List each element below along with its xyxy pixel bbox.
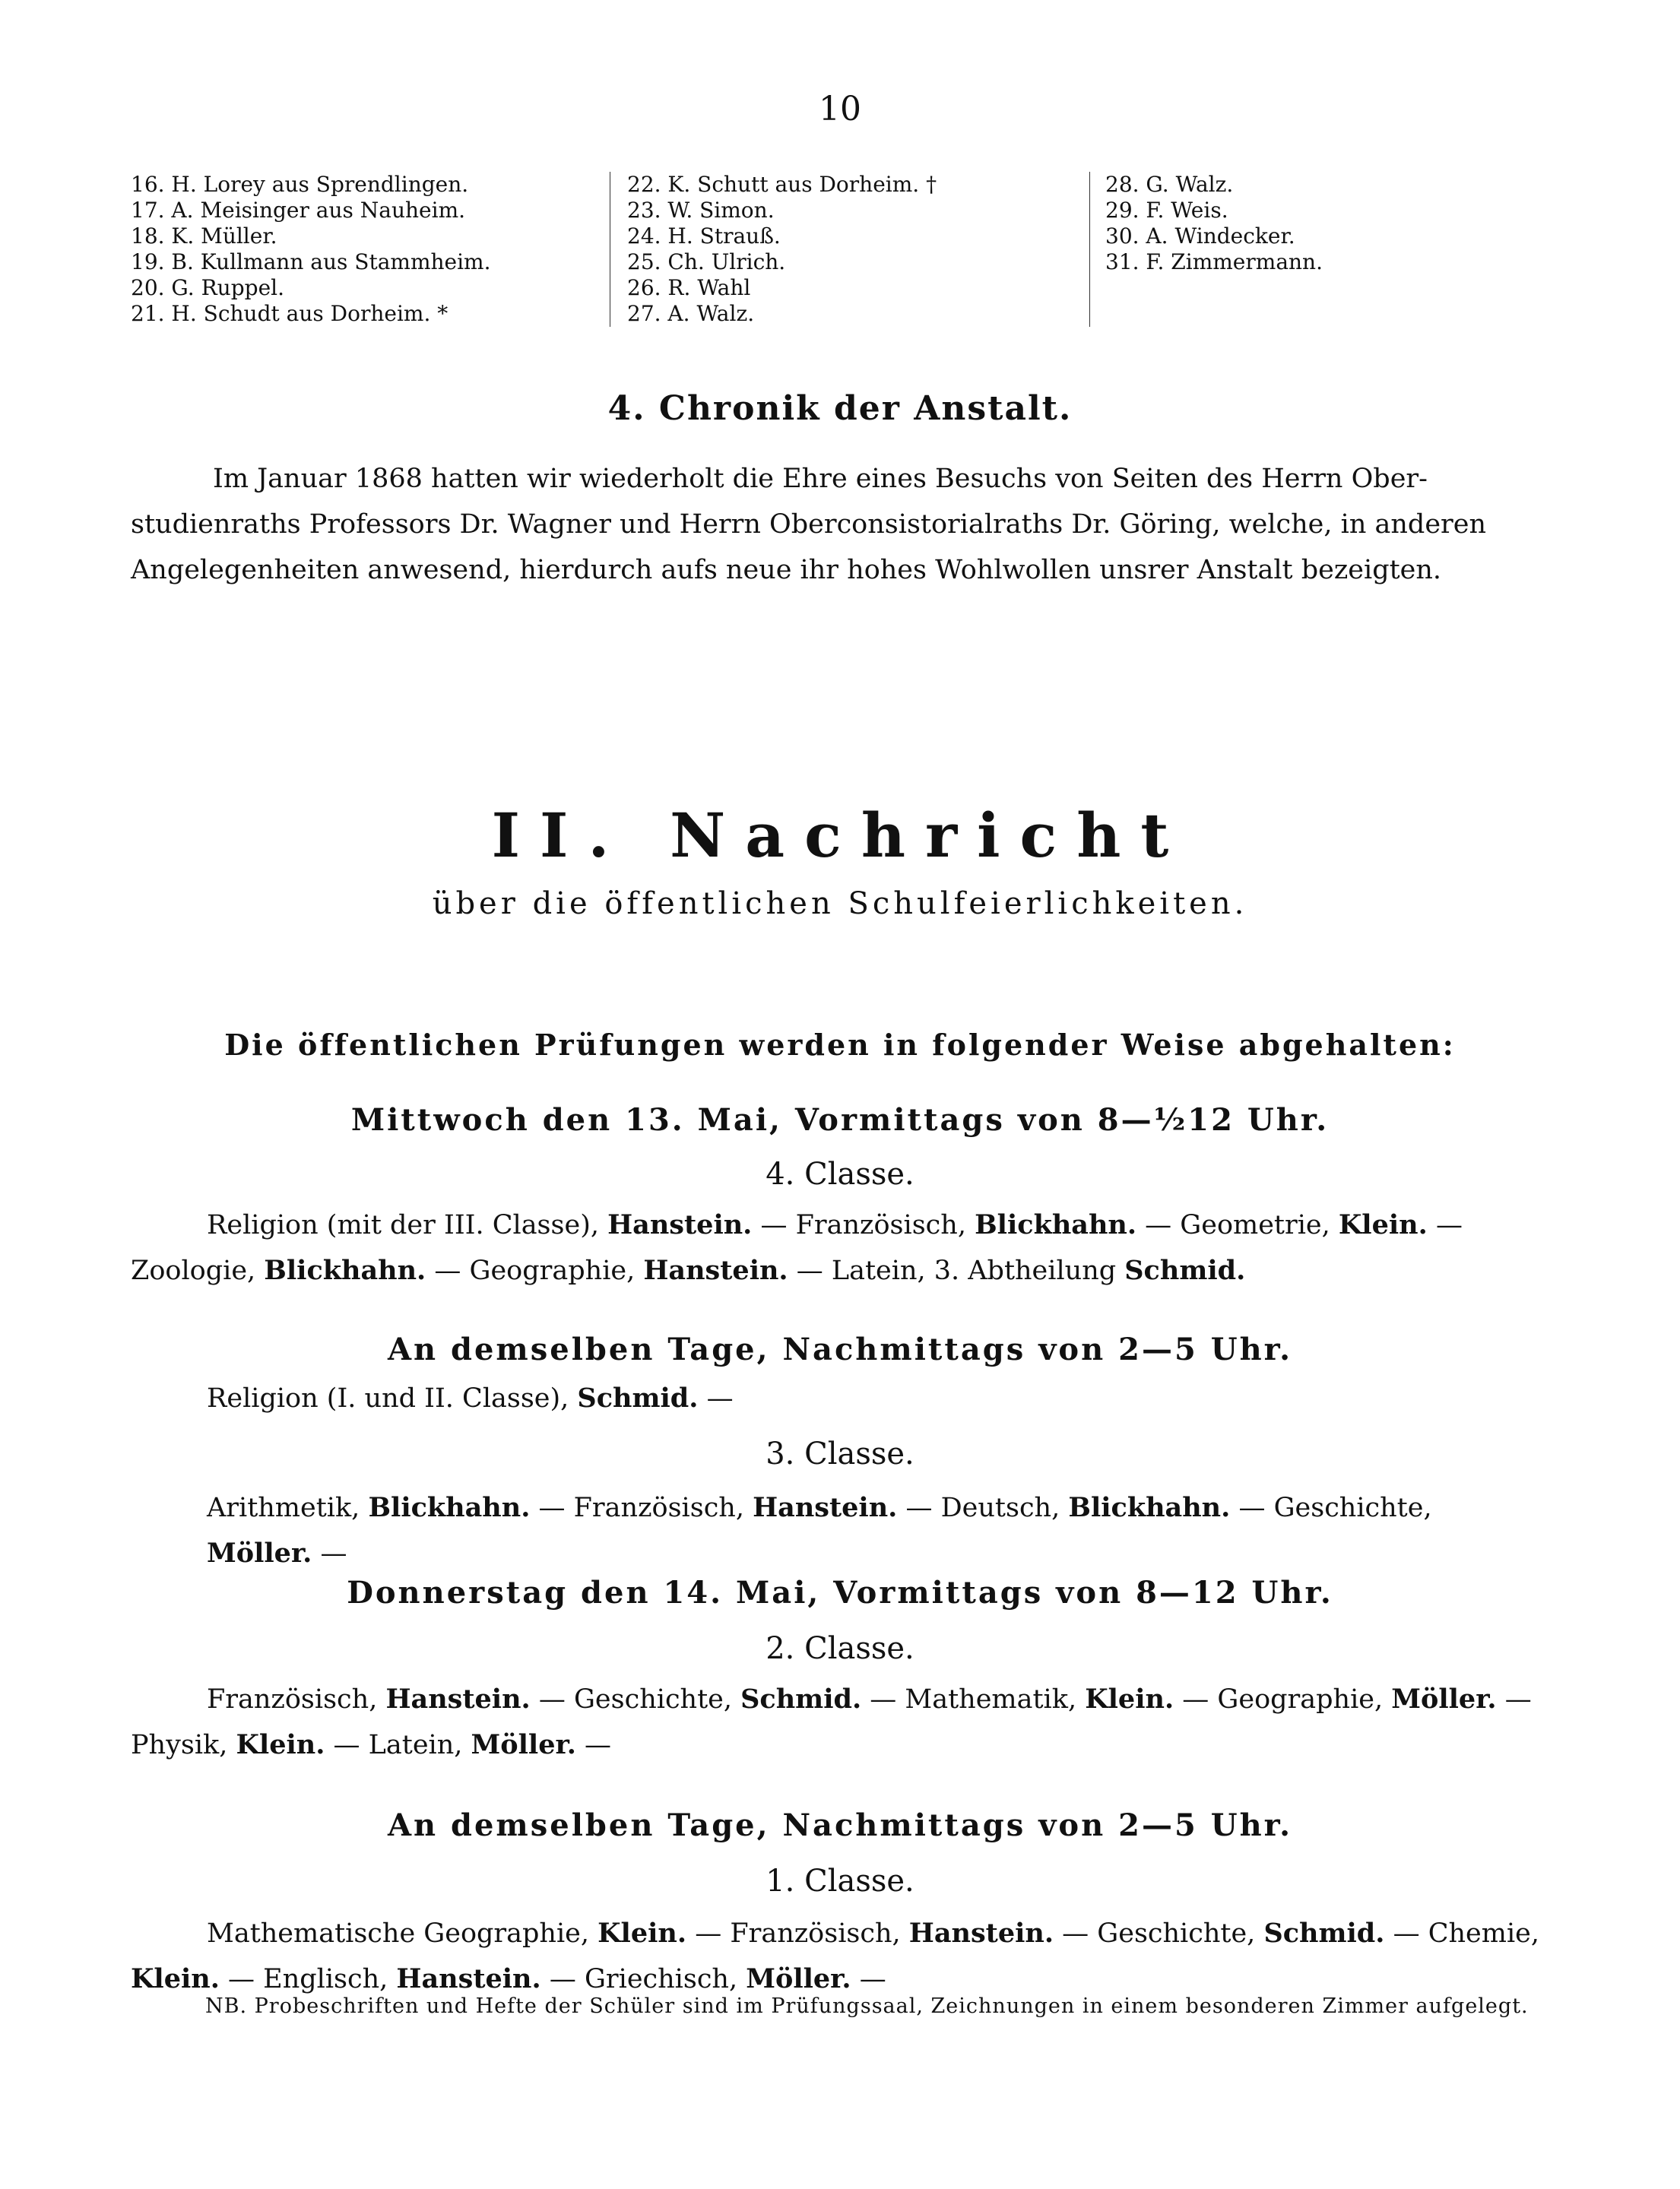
- subject-text: — Geschichte,: [1230, 1493, 1432, 1523]
- list-item: 19. B. Kullmann aus Stammheim.: [131, 249, 491, 274]
- teacher-name: Klein.: [236, 1729, 325, 1760]
- teacher-name: Schmid.: [1124, 1255, 1246, 1286]
- teacher-name: Möller.: [746, 1963, 851, 1994]
- subject-text: — Latein,: [325, 1730, 471, 1760]
- list-item: 28. G. Walz.: [1105, 172, 1234, 197]
- list-item: 18. K. Müller.: [131, 223, 277, 249]
- list-item: 22. K. Schutt aus Dorheim. †: [627, 172, 937, 197]
- teacher-name: Hanstein.: [908, 1918, 1054, 1949]
- subject-text: —: [851, 1964, 886, 1994]
- subject-text: — Latein, 3. Abtheilung: [788, 1256, 1125, 1286]
- class-1-heading: 1. Classe.: [766, 1864, 914, 1899]
- list-item: 29. F. Weis.: [1105, 198, 1228, 223]
- list-item: 27. A. Walz.: [627, 301, 755, 326]
- religion-1-2-subjects: [207, 1376, 1545, 1421]
- subjects-line: [131, 1248, 1545, 1294]
- list-item: 26. R. Wahl: [627, 275, 751, 300]
- day-heading-wednesday-pm: An demselben Tage, Nachmittags von 2—5 Uhr.: [387, 1332, 1293, 1367]
- footnote: NB. Probeschriften und Hefte der Schüler sind im Prüfungssaal, Zeichnungen in einem besonderen Zimmer aufgelegt.: [205, 1994, 1529, 2018]
- subject-text: — Mathematik,: [861, 1684, 1086, 1715]
- list-item: 23. W. Simon.: [627, 198, 775, 223]
- subject-text: Französisch,: [207, 1684, 386, 1715]
- teacher-name: Klein.: [1085, 1684, 1174, 1715]
- teacher-name: Schmid.: [1263, 1918, 1385, 1949]
- day-heading-thursday-pm: An demselben Tage, Nachmittags von 2—5 Uhr.: [387, 1807, 1293, 1843]
- teacher-name: Klein.: [1338, 1209, 1428, 1240]
- teacher-name: Hanstein.: [396, 1963, 541, 1994]
- teacher-name: Schmid.: [740, 1684, 862, 1715]
- page-number: 10: [819, 90, 861, 128]
- teacher-name: Hanstein.: [385, 1684, 531, 1715]
- teacher-name: Schmid.: [577, 1383, 699, 1414]
- class-4-heading: 4. Classe.: [766, 1157, 914, 1192]
- subject-text: — Deutsch,: [897, 1493, 1069, 1523]
- subject-text: — Geographie,: [426, 1256, 644, 1286]
- section-heading: II. Nachricht: [491, 800, 1189, 871]
- subject-text: Mathematische Geographie,: [207, 1918, 598, 1949]
- class-3-heading: 3. Classe.: [766, 1437, 914, 1471]
- section-subheading: über die öffentlichen Schulfeierlichkeiten.: [432, 886, 1248, 921]
- day-heading-wednesday-am: Mittwoch den 13. Mai, Vormittags von 8—½12 Uhr.: [350, 1102, 1330, 1138]
- list-item: 30. A. Windecker.: [1105, 223, 1295, 249]
- chronik-line: Im Januar 1868 hatten wir wiederholt die Ehre eines Besuchs von Seiten des Herrn Ober-: [213, 464, 1428, 494]
- class-3-subjects: [207, 1485, 1545, 1576]
- subjects-line: [207, 1911, 1545, 1956]
- subjects-line: [207, 1202, 1545, 1248]
- names-column-1: [131, 172, 610, 327]
- chronik-paragraph: [131, 456, 1537, 593]
- teacher-name: Blickhahn.: [1068, 1492, 1231, 1523]
- subject-text: — Chemie,: [1384, 1918, 1539, 1949]
- teacher-name: Hanstein.: [753, 1492, 898, 1523]
- teacher-name: Blickhahn.: [264, 1255, 426, 1286]
- teacher-name: Klein.: [598, 1918, 687, 1949]
- list-item: 16. H. Lorey aus Sprendlingen.: [131, 172, 469, 197]
- chronik-line: studienraths Professors Dr. Wagner und Herrn Oberconsistorialraths Dr. Göring, welche, in anderen: [131, 509, 1487, 540]
- teacher-name: Blickhahn.: [368, 1492, 531, 1523]
- list-item: 21. H. Schudt aus Dorheim. *: [131, 301, 449, 326]
- subject-text: —: [1496, 1684, 1532, 1715]
- chronik-heading: 4. Chronik der Anstalt.: [607, 389, 1073, 428]
- subject-text: Religion (mit der III. Classe),: [207, 1210, 608, 1240]
- teacher-name: Möller.: [207, 1538, 312, 1569]
- subject-text: Zoologie,: [131, 1256, 265, 1286]
- subject-text: —: [312, 1538, 347, 1569]
- subject-text: — Französisch,: [530, 1493, 753, 1523]
- subjects-line: [131, 1722, 1545, 1768]
- day-heading-thursday-am: Donnerstag den 14. Mai, Vormittags von 8—12 Uhr.: [347, 1575, 1333, 1611]
- class-2-subjects: [131, 1677, 1545, 1768]
- subject-text: — Griechisch,: [540, 1964, 746, 1994]
- class-1-subjects: [131, 1911, 1545, 2002]
- subject-text: — Geschichte,: [1054, 1918, 1264, 1949]
- subjects-line: [207, 1677, 1545, 1722]
- class-2-heading: 2. Classe.: [766, 1631, 914, 1666]
- teacher-name: Hanstein.: [643, 1255, 788, 1286]
- subject-text: — Geschichte,: [530, 1684, 741, 1715]
- teacher-name: Möller.: [471, 1729, 576, 1760]
- subject-text: Religion (I. und II. Classe),: [207, 1383, 578, 1414]
- names-column-3: [1089, 172, 1531, 327]
- subjects-line: [207, 1376, 1545, 1421]
- list-item: 20. G. Ruppel.: [131, 275, 284, 300]
- subject-text: —: [1427, 1210, 1463, 1240]
- teacher-name: Möller.: [1391, 1684, 1497, 1715]
- subject-text: Physik,: [131, 1730, 236, 1760]
- subject-text: —: [575, 1730, 612, 1760]
- list-item: 24. H. Strauß.: [627, 223, 781, 249]
- teacher-name: Blickhahn.: [975, 1209, 1137, 1240]
- class-4-subjects: [131, 1202, 1545, 1294]
- subject-text: Arithmetik,: [207, 1493, 369, 1523]
- list-item: 25. Ch. Ulrich.: [627, 249, 786, 274]
- list-item: 17. A. Meisinger aus Nauheim.: [131, 198, 466, 223]
- subject-text: — Französisch,: [686, 1918, 909, 1949]
- subjects-line: [207, 1485, 1545, 1576]
- subject-text: —: [698, 1383, 734, 1414]
- subject-text: — Geographie,: [1174, 1684, 1392, 1715]
- names-column-2: [610, 172, 1089, 327]
- subject-text: — Englisch,: [219, 1964, 397, 1994]
- teacher-name: Hanstein.: [607, 1209, 753, 1240]
- exam-intro: Die öffentlichen Prüfungen werden in folgender Weise abgehalten:: [224, 1028, 1456, 1062]
- teacher-name: Klein.: [131, 1963, 220, 1994]
- student-names-list: [131, 172, 1560, 327]
- subject-text: — Französisch,: [752, 1210, 975, 1240]
- chronik-line: Angelegenheiten anwesend, hierdurch aufs neue ihr hohes Wohlwollen unsrer Anstalt bezeigten.: [131, 555, 1442, 585]
- subject-text: — Geometrie,: [1136, 1210, 1339, 1240]
- list-item: 31. F. Zimmermann.: [1105, 249, 1323, 274]
